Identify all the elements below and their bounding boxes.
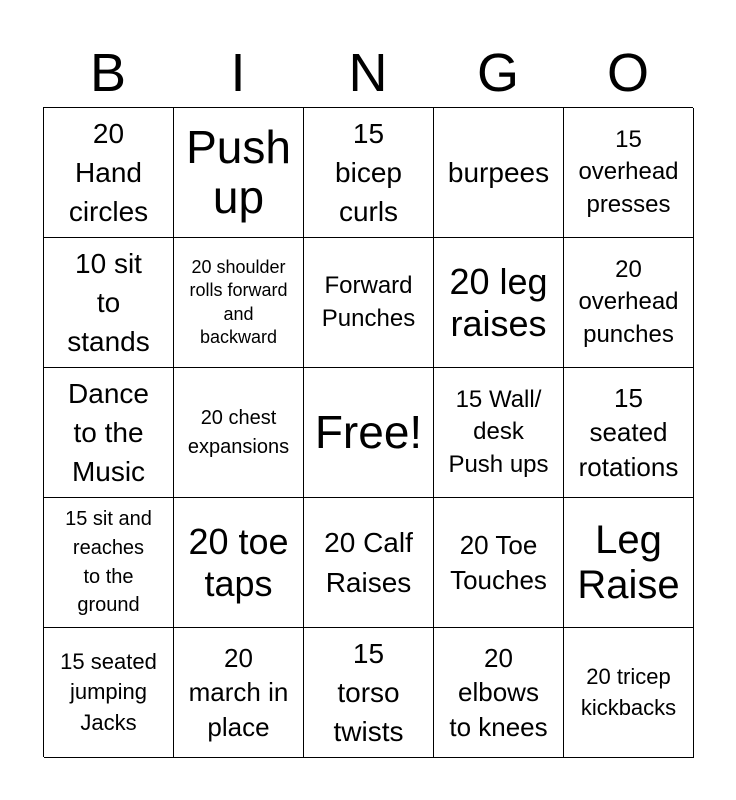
bingo-cell-r4c5[interactable] [564,498,694,628]
cell-label: 20 march in place [188,642,289,742]
header-letter-o: O [606,43,649,103]
cell-label: 20 Hand circles [68,117,149,228]
bingo-cell-r2c4[interactable] [434,238,564,368]
bingo-cell-r1c4[interactable] [434,108,564,238]
bingo-cell-r3c1[interactable] [44,368,174,498]
cell-label: 15 bicep curls [335,117,402,228]
bingo-header [43,40,693,106]
cell-label: 15 overhead presses [578,125,679,218]
cell-label: Leg Raise [577,517,680,607]
bingo-cell-r4c3[interactable] [304,498,434,628]
bingo-cell-r2c3[interactable] [304,238,434,368]
cell-label: 15 Wall/ desk Push ups [448,385,549,478]
cell-label: 20 overhead punches [578,255,679,348]
cell-label: 15 sit and reaches to the ground [65,507,152,617]
cell-label: Push up [186,120,291,223]
bingo-cell-r3c4[interactable] [434,368,564,498]
bingo-cell-r5c3[interactable] [304,628,434,758]
bingo-cell-r4c2[interactable] [174,498,304,628]
cell-label: burpees [447,156,550,188]
bingo-cell-r2c2[interactable] [174,238,304,368]
cell-label: 20 shoulder rolls forward and backward [189,256,288,347]
cell-label: Dance to the Music [68,377,149,488]
free-space-label: Free! [314,405,423,458]
cell-label: 20 leg raises [449,261,548,344]
bingo-board [43,107,693,757]
cell-label: Forward Punches [321,271,416,332]
bingo-cell-r1c3[interactable] [304,108,434,238]
cell-label: 20 Toe Touches [450,529,547,595]
bingo-cell-r2c1[interactable] [44,238,174,368]
header-letter-n: N [348,43,388,103]
bingo-cell-r3c5[interactable] [564,368,694,498]
cell-label: 15 seated jumping Jacks [60,648,157,735]
bingo-cell-r5c5[interactable] [564,628,694,758]
bingo-cell-free[interactable] [304,368,434,498]
cell-label: 20 tricep kickbacks [580,664,677,720]
cell-label: 20 Calf Raises [324,527,413,598]
cell-label: 20 toe taps [188,521,289,604]
bingo-cell-r5c2[interactable] [174,628,304,758]
header-letter-i: I [230,43,246,103]
bingo-cell-r4c4[interactable] [434,498,564,628]
cell-label: 20 chest expansions [187,406,290,458]
cell-label: 15 torso twists [333,637,404,748]
bingo-cell-r1c2[interactable] [174,108,304,238]
bingo-cell-r1c5[interactable] [564,108,694,238]
cell-label: 20 elbows to knees [449,642,548,742]
bingo-cell-r5c4[interactable] [434,628,564,758]
bingo-cell-r2c5[interactable] [564,238,694,368]
header-letter-g: G [476,43,519,103]
bingo-cell-r3c2[interactable] [174,368,304,498]
bingo-cell-r1c1[interactable] [44,108,174,238]
cell-label: 10 sit to stands [67,247,150,358]
header-letter-b: B [89,43,127,103]
bingo-cell-r5c1[interactable] [44,628,174,758]
cell-label: 15 seated rotations [578,382,679,482]
bingo-cell-r4c1[interactable] [44,498,174,628]
